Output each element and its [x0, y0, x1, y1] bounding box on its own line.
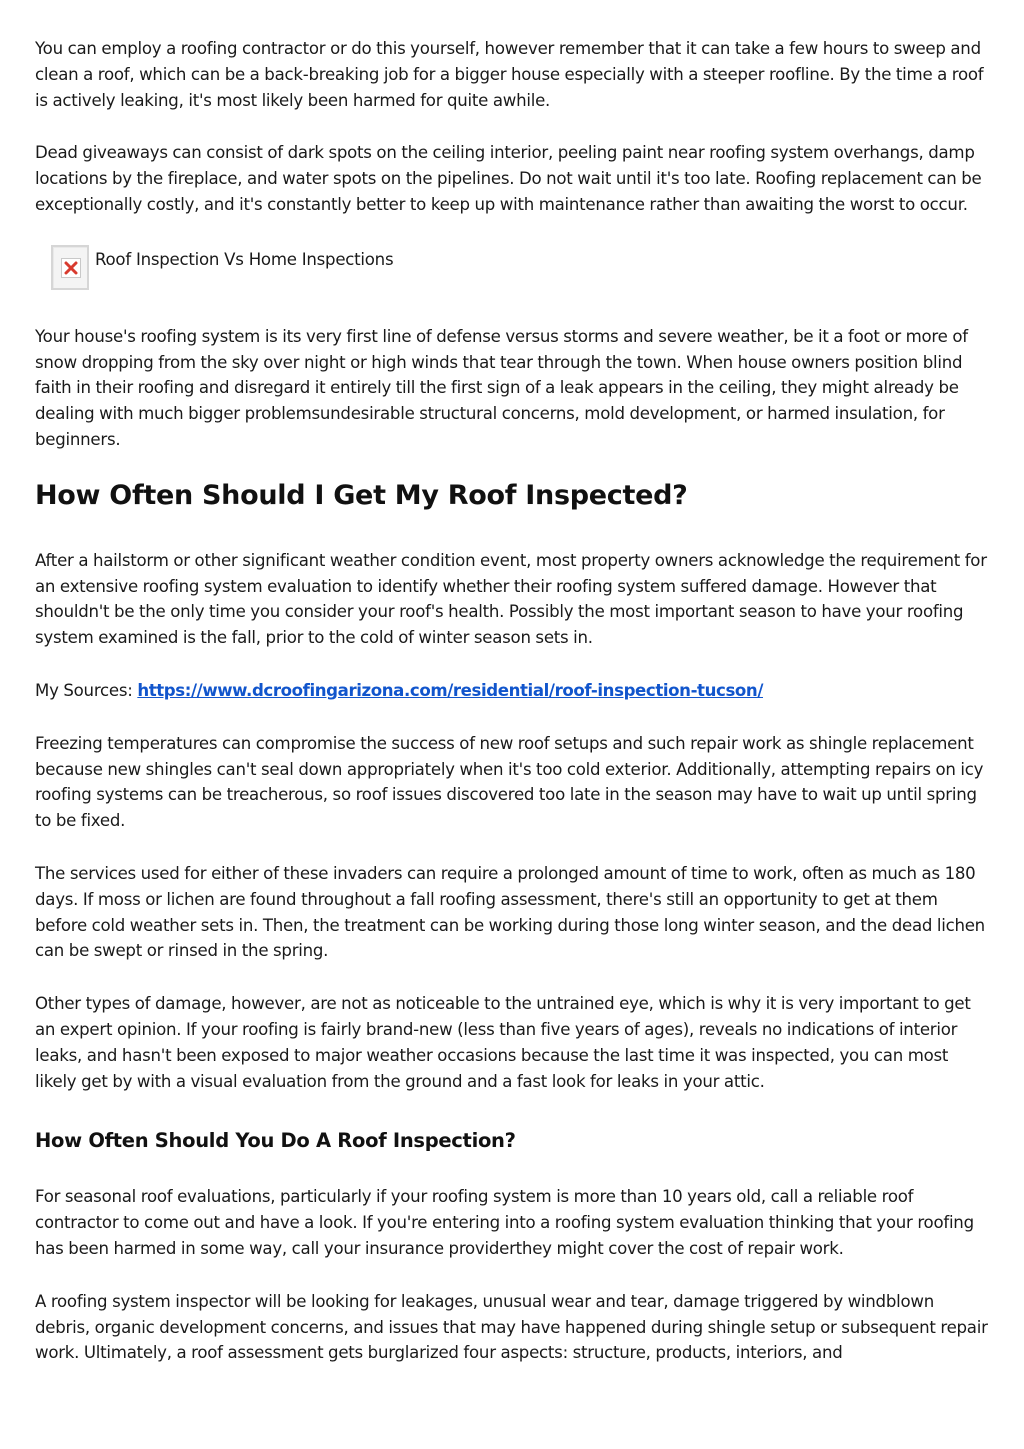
paragraph-services-invaders: The services used for either of these invaders can require a prolonged amount of time to work, often as much as 180 days. If moss or lichen are found throughout a fall roofing assessment, there's still an opportunity to get at them before cold weather sets in. Then, the treatment can be working during those long winter season, and the dead lichen can be swept or rinsed in the spring.: [35, 863, 985, 961]
sources-link[interactable]: https://www.dcroofingarizona.com/residential/roof-inspection-tucson/: [137, 680, 763, 700]
image-alt-text: Roof Inspection Vs Home Inspections: [95, 249, 394, 269]
heading-how-often-should-you: How Often Should You Do A Roof Inspection?: [35, 1129, 516, 1153]
paragraph-inspector-looking: A roofing system inspector will be looking for leakages, unusual wear and tear, damage triggered by windblown debris, organic development concerns, and issues that may have happened during shingle setup or subsequent repair work. Ultimately, a roof assessment gets burglarized four aspects: structure, products, interiors, and: [35, 1291, 988, 1363]
paragraph-other-damage: Other types of damage, however, are not as noticeable to the untrained eye, which is why it is very important to get an expert opinion. If your roofing is fairly brand-new (less than five years of ages), reveals no indications of interior leaks, and hasn't been exposed to major weather occasions because the last time it was inspected, you can most likely get by with a visual evaluation from the ground and a fast look for leaks in your attic.: [35, 994, 971, 1091]
sources-line: [35, 678, 993, 704]
paragraph-dead-giveaways: Dead giveaways can consist of dark spots on the ceiling interior, peeling paint near roofing system overhangs, damp locations by the fireplace, and water spots on the pipelines. Do not wait until it's too late. Roofing replacement can be exceptionally costly, and it's constantly better to keep up with maintenance rather than awaiting the worst to occur.: [35, 143, 982, 214]
paragraph-first-line-of-defense: Your house's roofing system is its very first line of defense versus storms and severe weather, be it a foot or more of snow dropping from the sky over night or high winds that tear through the town. When house owners position blind faith in their roofing and disregard it entirely till the first sign of a leak appears in the ceiling, they might already be dealing with much bigger problemsundesirable structural concerns, mold development, or harmed insulation, for beginners.: [35, 326, 968, 449]
broken-image-icon: [61, 258, 81, 278]
paragraph-employ-contractor: You can employ a roofing contractor or do this yourself, however remember that it can take a few hours to sweep and clean a roof, which can be a back-breaking job for a bigger house especially with a steeper roofline. By the time a roof is actively leaking, it's most likely been harmed for quite awhile.: [35, 39, 984, 110]
broken-image: [51, 245, 993, 297]
red-x-icon: [64, 261, 78, 275]
sources-label: My Sources:: [35, 680, 138, 700]
paragraph-seasonal-evaluations: For seasonal roof evaluations, particularly if your roofing system is more than 10 years old, call a reliable roof contractor to come out and have a look. If you're entering into a roofing system evaluation thinking that your roofing has been harmed in some way, call your insurance providerthey might cover the cost of repair work.: [35, 1187, 974, 1258]
heading-how-often-inspected: How Often Should I Get My Roof Inspected?: [35, 479, 688, 511]
article: [35, 36, 993, 1366]
paragraph-after-hailstorm: After a hailstorm or other significant weather condition event, most property owners acknowledge the requirement for an extensive roofing system evaluation to identify whether their roofing system suffered damage. However that shouldn't be the only time you consider your roof's health. Possibly the most important season to have your roofing system examined is the fall, prior to the cold of winter season sets in.: [35, 550, 987, 648]
image-frame: [51, 245, 89, 290]
paragraph-freezing-temperatures: Freezing temperatures can compromise the success of new roof setups and such repair work as shingle replacement because new shingles can't seal down appropriately when it's too cold exterior. Additionally, attempting repairs on icy roofing systems can be treacherous, so roof issues discovered too late in the season may have to wait up until spring to be fixed.: [35, 733, 984, 831]
